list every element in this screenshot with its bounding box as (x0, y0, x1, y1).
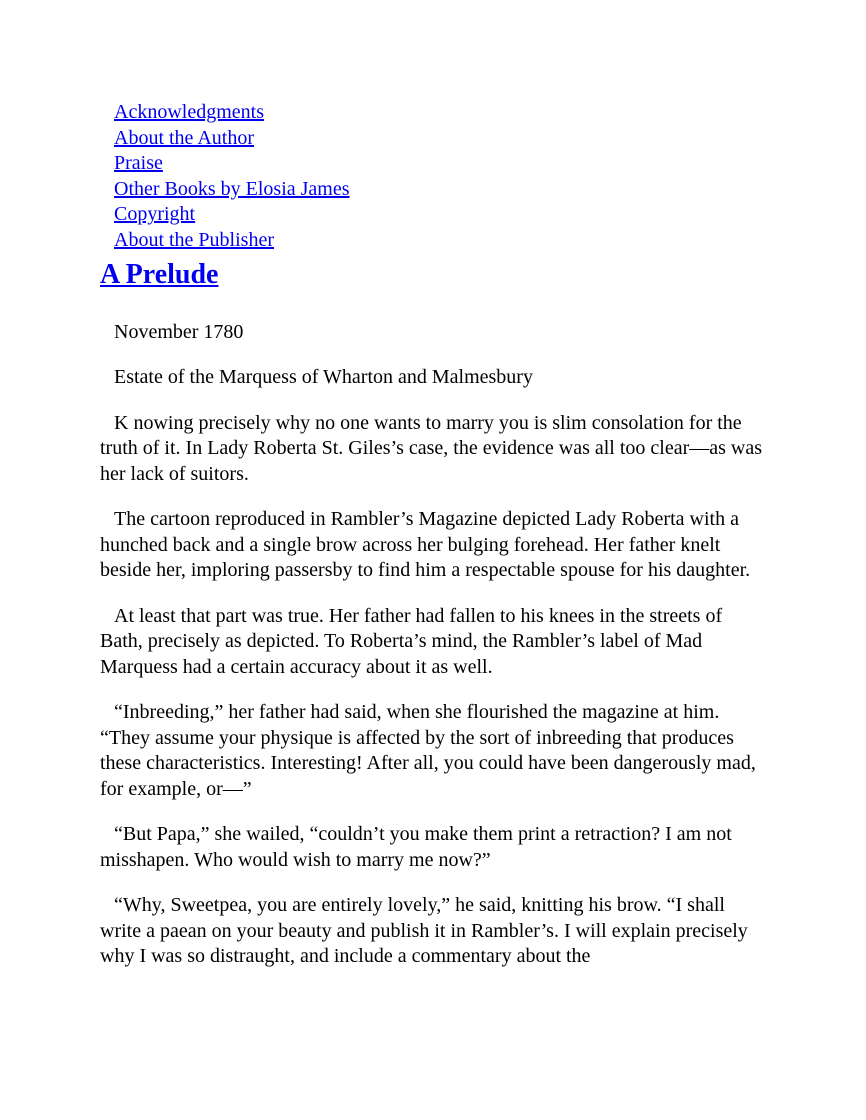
toc-link-other-books[interactable]: Other Books by Elosia James (114, 177, 350, 200)
book-page (100, 100, 766, 990)
toc-item-other-books (114, 177, 766, 203)
body-paragraph: “Inbreeding,” her father had said, when she flourished the magazine at him. “They assume your physique is affected by the sort of inbreeding that produces these characteristics. Interesting! After all, you could have been dangerously mad, for example, or—” (100, 701, 756, 800)
toc-item-copyright (114, 202, 766, 228)
toc-link-copyright[interactable]: Copyright (114, 203, 196, 226)
toc-link-acknowledgments[interactable]: Acknowledgments (114, 101, 264, 123)
body-paragraph: K nowing precisely why no one wants to marry you is slim consolation for the truth of it. In Lady Roberta St. Giles’s case, the evidence was all too clear—as was her lack of suitors. (100, 411, 763, 485)
body-paragraph: At least that part was true. Her father had fallen to his knees in the streets of Bath, precisely as depicted. To Roberta’s mind, the Rambler’s label of Mad Marquess had a certain accuracy about it as well. (100, 604, 723, 678)
body-paragraph: The cartoon reproduced in Rambler’s Magazine depicted Lady Roberta with a hunched back and a single brow across her bulging forehead. Her father knelt beside her, imploring passersby to find him a respectable spouse for his daughter. (100, 508, 751, 582)
toc-item-acknowledgments (114, 100, 766, 126)
toc-link-about-publisher[interactable]: About the Publisher (114, 228, 274, 251)
location-line: Estate of the Marquess of Wharton and Malmesbury (114, 366, 533, 389)
chapter-heading (100, 258, 766, 292)
toc-link-about-author[interactable]: About the Author (114, 126, 254, 149)
dateline: November 1780 (114, 320, 244, 343)
body-paragraph: “But Papa,” she wailed, “couldn’t you make them print a retraction? I am not misshapen. Who would wish to marry me now?” (100, 823, 732, 871)
toc-item-about-author (114, 126, 766, 152)
table-of-contents (100, 100, 766, 254)
chapter-title-link[interactable]: A Prelude (100, 258, 219, 290)
toc-link-praise[interactable]: Praise (114, 152, 163, 175)
toc-item-praise (114, 151, 766, 177)
body-paragraph: “Why, Sweetpea, you are entirely lovely,” he said, knitting his brow. “I shall write a paean on your beauty and publish it in Rambler’s. I will explain precisely why I was so distraught, and include a commentary about the (100, 894, 748, 968)
chapter-body (100, 320, 766, 970)
toc-item-about-publisher (114, 228, 766, 254)
